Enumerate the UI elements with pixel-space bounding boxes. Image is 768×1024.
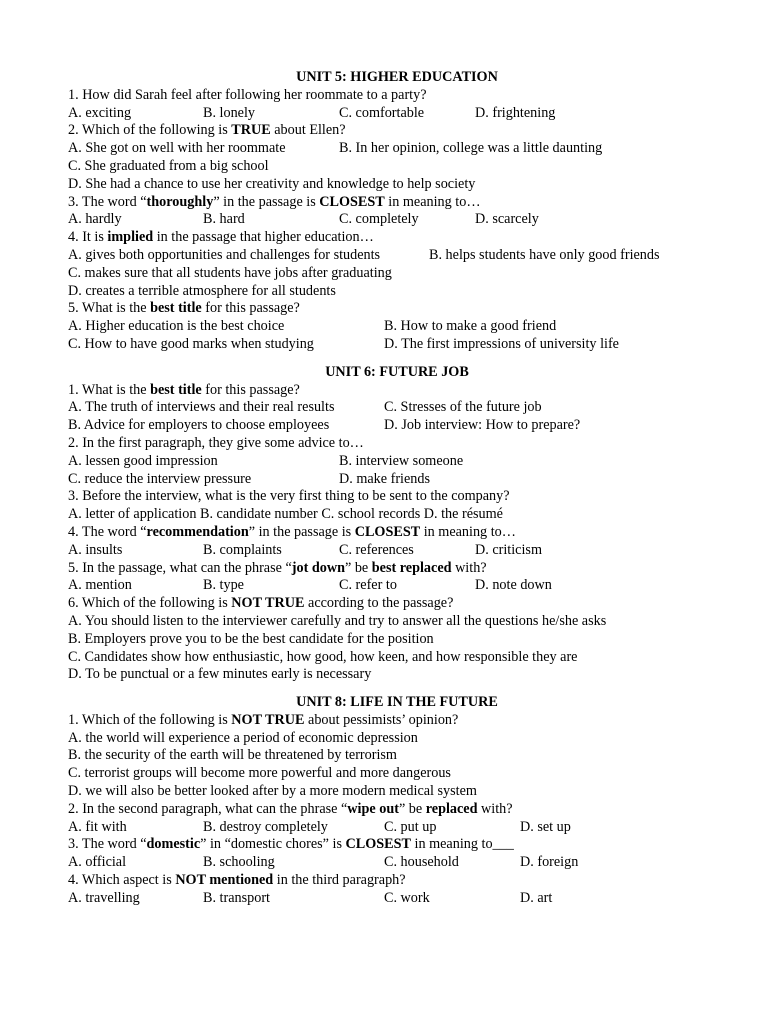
question-stem	[68, 122, 748, 140]
question-stem	[68, 560, 748, 578]
answer-option: D. She had a chance to use her creativity and knowledge to help society	[68, 175, 476, 192]
answer-option: D. note down	[475, 577, 552, 594]
answer-option: C. put up	[384, 818, 437, 835]
question-stem	[68, 435, 748, 453]
answer-row	[68, 336, 748, 354]
question	[68, 836, 748, 872]
answer-option: C. reduce the interview pressure	[68, 470, 252, 487]
question-keyword: CLOSEST	[319, 193, 385, 210]
question-keyword: TRUE	[231, 122, 271, 139]
answer-option: D. scarcely	[475, 211, 539, 228]
answer-row	[68, 176, 748, 194]
question	[68, 229, 748, 300]
question-text: 2. In the first paragraph, they give some advice to…	[68, 434, 364, 451]
question-text: in the passage that higher education…	[153, 229, 374, 246]
answer-option: A. lessen good impression	[68, 452, 218, 469]
answer-option: B. Employers prove you to be the best candidate for the position	[68, 630, 434, 647]
question	[68, 488, 748, 524]
answer-option: B. In her opinion, college was a little daunting	[339, 140, 603, 157]
answer-option: A. She got on well with her roommate	[68, 140, 286, 157]
question-text: in meaning to…	[384, 193, 481, 210]
question-text: 1. How did Sarah feel after following her roommate to a party?	[68, 86, 427, 103]
question-text: with?	[451, 559, 487, 576]
question-text: ” be	[398, 800, 426, 817]
answer-row	[68, 105, 748, 123]
answer-option: C. Candidates show how enthusiastic, how good, how keen, and how responsible they are	[68, 648, 578, 665]
answer-option: C. completely	[339, 211, 419, 228]
question-text: about pessimists’ opinion?	[304, 711, 459, 728]
question-text: 2. Which of the following is	[68, 122, 232, 139]
answer-option: A. insults	[68, 541, 123, 558]
question-text: 3. Before the interview, what is the very first thing to be sent to the company?	[68, 488, 510, 505]
unit-section	[68, 69, 748, 354]
answer-option: C. comfortable	[339, 104, 425, 121]
question-keyword: jot down	[291, 559, 345, 576]
answer-option: D. foreign	[520, 854, 579, 871]
answer-option: A. You should listen to the interviewer carefully and try to answer all the questions he/she asks	[68, 612, 607, 629]
answer-option: B. How to make a good friend	[384, 318, 557, 335]
question-text: 3. The word “	[68, 193, 147, 210]
question-text: 3. The word “	[68, 836, 147, 853]
question-text: with?	[477, 800, 513, 817]
answer-option: B. destroy completely	[203, 818, 328, 835]
question-stem	[68, 524, 748, 542]
question-stem	[68, 595, 748, 613]
answer-option: D. art	[520, 889, 553, 906]
question-text: in meaning to…	[420, 523, 516, 540]
question	[68, 194, 748, 230]
unit-title: UNIT 8: LIFE IN THE FUTURE	[296, 694, 498, 711]
question-text: in the third paragraph?	[273, 872, 406, 889]
answer-option: C. work	[384, 889, 430, 906]
question-keyword: thoroughly	[146, 193, 214, 210]
question-keyword: wipe out	[347, 800, 399, 817]
answer-row	[68, 765, 748, 783]
question-text: 4. The word “	[68, 523, 147, 540]
question-keyword: replaced	[425, 800, 478, 817]
answer-option: A. gives both opportunities and challenges for students	[68, 246, 381, 263]
answer-row	[68, 613, 748, 631]
answer-option: A. exciting	[68, 104, 132, 121]
answer-option: A. the world will experience a period of economic depression	[68, 729, 418, 746]
answer-option: D. frightening	[475, 104, 556, 121]
question-text: ” be	[344, 559, 372, 576]
answer-option: D. make friends	[339, 470, 431, 487]
answer-row	[68, 631, 748, 649]
question	[68, 435, 748, 488]
answer-option: B. schooling	[203, 854, 275, 871]
answer-option: B. type	[203, 577, 244, 594]
answer-row	[68, 283, 748, 301]
answer-row	[68, 666, 748, 684]
answer-option: D. set up	[520, 818, 571, 835]
question	[68, 87, 748, 123]
answer-option: D. criticism	[475, 541, 542, 558]
answer-row	[68, 399, 748, 417]
answer-option: D. Job interview: How to prepare?	[384, 417, 581, 434]
answer-option: C. refer to	[339, 577, 397, 594]
answer-option: A. travelling	[68, 889, 140, 906]
answer-option: A. The truth of interviews and their real results	[68, 399, 335, 416]
answer-option: C. terrorist groups will become more powerful and more dangerous	[68, 765, 451, 782]
answer-row	[68, 819, 748, 837]
question-text: in meaning to___	[410, 836, 514, 853]
question-stem	[68, 229, 748, 247]
question	[68, 595, 748, 684]
answer-row	[68, 747, 748, 765]
question-text: 5. In the passage, what can the phrase “	[68, 559, 292, 576]
question-stem	[68, 712, 748, 730]
unit-section	[68, 694, 748, 908]
unit-title: UNIT 5: HIGHER EDUCATION	[296, 69, 498, 85]
answer-option: D. The first impressions of university life	[384, 335, 619, 352]
unit-section	[68, 364, 748, 684]
answer-option: A. mention	[68, 577, 132, 594]
question-text: 1. Which of the following is	[68, 711, 232, 728]
question-text: ” in “domestic chores” is	[200, 836, 346, 853]
question-stem	[68, 836, 748, 854]
answer-row	[68, 783, 748, 801]
question-keyword: NOT TRUE	[231, 711, 305, 728]
answer-option: B. the security of the earth will be threatened by terrorism	[68, 747, 397, 764]
question-stem	[68, 300, 748, 318]
answer-row	[68, 417, 748, 435]
question-text: according to the passage?	[304, 595, 454, 612]
answer-option: B. helps students have only good friends	[429, 246, 660, 263]
answer-row	[68, 158, 748, 176]
question-stem	[68, 488, 748, 506]
answer-option: B. complaints	[203, 541, 282, 558]
question-stem	[68, 87, 748, 105]
answer-row	[68, 542, 748, 560]
answer-row	[68, 453, 748, 471]
question-text: about Ellen?	[270, 122, 346, 139]
question-text: 4. Which aspect is	[68, 872, 176, 889]
answer-row	[68, 577, 748, 595]
question-keyword: implied	[107, 229, 154, 246]
question-stem	[68, 194, 748, 212]
answer-row	[68, 506, 748, 524]
answer-option: C. references	[339, 541, 414, 558]
question-keyword: best title	[150, 381, 202, 398]
answer-option: B. lonely	[203, 104, 256, 121]
question-text: ” in the passage is	[213, 193, 320, 210]
answer-row	[68, 140, 748, 158]
answer-option: A. fit with	[68, 818, 127, 835]
question-text: for this passage?	[201, 381, 300, 398]
question	[68, 524, 748, 560]
answer-row	[68, 890, 748, 908]
question	[68, 382, 748, 435]
answer-option: B. interview someone	[339, 452, 464, 469]
question-stem	[68, 382, 748, 400]
answer-option: C. How to have good marks when studying	[68, 335, 314, 352]
answer-option: C. household	[384, 854, 459, 871]
answer-option: C. Stresses of the future job	[384, 399, 542, 416]
answer-option: B. hard	[203, 211, 245, 228]
question-keyword: NOT TRUE	[231, 595, 305, 612]
question	[68, 560, 748, 596]
answer-option: C. makes sure that all students have jobs after graduating	[68, 264, 392, 281]
question-text: for this passage?	[201, 300, 300, 317]
question-keyword: best title	[150, 300, 202, 317]
answer-row	[68, 730, 748, 748]
question	[68, 801, 748, 837]
answer-option: A. Higher education is the best choice	[68, 318, 285, 335]
answer-option: B. Advice for employers to choose employees	[68, 417, 330, 434]
question-keyword: CLOSEST	[345, 836, 411, 853]
answer-row	[68, 211, 748, 229]
answer-option: C. She graduated from a big school	[68, 157, 269, 174]
answer-option: D. To be punctual or a few minutes early is necessary	[68, 666, 372, 683]
question-text: 2. In the second paragraph, what can the phrase “	[68, 800, 348, 817]
question-keyword: recommendation	[146, 523, 249, 540]
question-keyword: CLOSEST	[354, 523, 421, 540]
answer-row	[68, 265, 748, 283]
answer-option: A. letter of application B. candidate number C. school records D. the résumé	[68, 506, 503, 523]
question	[68, 122, 748, 193]
answer-option: D. creates a terrible atmosphere for all students	[68, 282, 336, 299]
unit-title: UNIT 6: FUTURE JOB	[325, 363, 469, 380]
answer-row	[68, 649, 748, 667]
question-keyword: NOT mentioned	[175, 872, 274, 889]
question-stem	[68, 872, 748, 890]
question	[68, 872, 748, 908]
answer-option: B. transport	[203, 889, 270, 906]
question-keyword: domestic	[146, 836, 201, 853]
question-text: ” in the passage is	[248, 523, 355, 540]
answer-row	[68, 247, 748, 265]
question	[68, 712, 748, 801]
question-text: 6. Which of the following is	[68, 595, 232, 612]
answer-option: D. we will also be better looked after by a more modern medical system	[68, 783, 477, 800]
question-text: 1. What is the	[68, 381, 151, 398]
answer-option: A. hardly	[68, 211, 122, 228]
question	[68, 300, 748, 353]
answer-row	[68, 318, 748, 336]
question-text: 4. It is	[68, 229, 108, 246]
answer-row	[68, 854, 748, 872]
question-text: 5. What is the	[68, 300, 151, 317]
question-stem	[68, 801, 748, 819]
answer-row	[68, 471, 748, 489]
question-keyword: best replaced	[371, 559, 452, 576]
answer-option: A. official	[68, 854, 127, 871]
